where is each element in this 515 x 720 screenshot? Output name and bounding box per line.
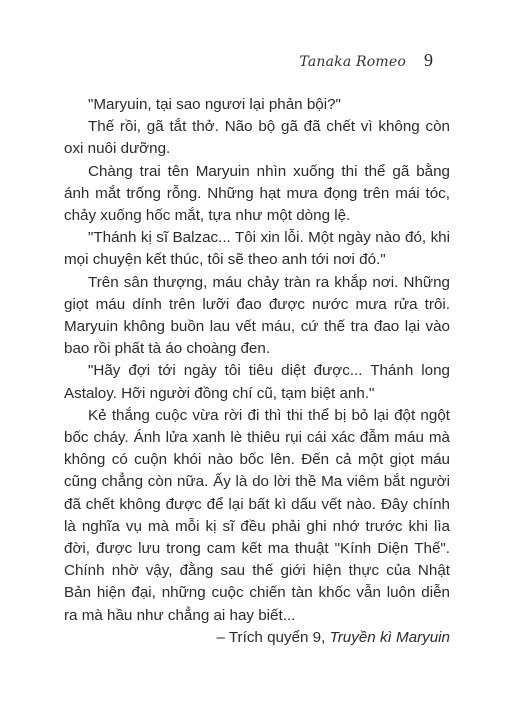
attribution-prefix: – Trích quyển 9,: [216, 628, 330, 646]
paragraph: "Thánh kị sĩ Balzac... Tôi xin lỗi. Một ngày nào đó, khi mọi chuyện kết thúc, tôi sẽ theo anh tới nơi đó.": [64, 229, 450, 269]
running-title: Tanaka Romeo: [299, 54, 406, 70]
page-number: 9: [424, 50, 433, 70]
body-text: [64, 94, 450, 649]
paragraph: "Maryuin, tại sao ngươi lại phản bội?": [88, 96, 341, 113]
paragraph: "Hãy đợi tới ngày tôi tiêu diệt được... Thánh long Astaloy. Hỡi người đồng chí cũ, tạm biệt anh.": [64, 362, 450, 402]
paragraph: Thế rồi, gã tắt thở. Não bộ gã đã chết vì không còn oxi nuôi dưỡng.: [64, 118, 450, 158]
paragraph: Trên sân thượng, máu chảy tràn ra khắp nơi. Những giọt máu dính trên lưỡi đao được nước mưa rửa trôi. Maryuin không buồn lau vết máu, cứ thế tra đao lại vào bao rồi phất tà áo choàng đen.: [64, 273, 450, 358]
paragraph: Chàng trai tên Maryuin nhìn xuống thi thể gã bằng ánh mắt trống rỗng. Những hạt mưa đọng trên mái tóc, chảy xuống hốc mắt, tựa như một dòng lệ.: [64, 162, 450, 225]
attribution-title: Truyền kì Maryuin: [329, 628, 450, 646]
paragraph: Kẻ thắng cuộc vừa rời đi thì thi thể bị bỏ lại đột ngột bốc cháy. Ánh lửa xanh lè thiêu rụi cái xác đẫm máu mà không có cuộn khói nào bốc lên. Đến cả một giọt máu cũng chẳng còn nữa. Ấy là do lời thề Ma viêm bắt người đã chết không được để lại bất kì dấu vết nào. Đây chính là nghĩa vụ mà mỗi kị sĩ đều phải ghi nhớ trước khi lìa đời, được lưu trong cam kết ma thuật "Kính Diện Thế". Chính nhờ vậy, đằng sau thế giới hiện thực của Nhật Bản hiện đại, những cuộc chiến tàn khốc vẫn luôn diễn ra mà hầu như chẳng ai hay biết...: [64, 406, 450, 624]
source-attribution: [64, 627, 450, 649]
page-header: [299, 50, 433, 71]
